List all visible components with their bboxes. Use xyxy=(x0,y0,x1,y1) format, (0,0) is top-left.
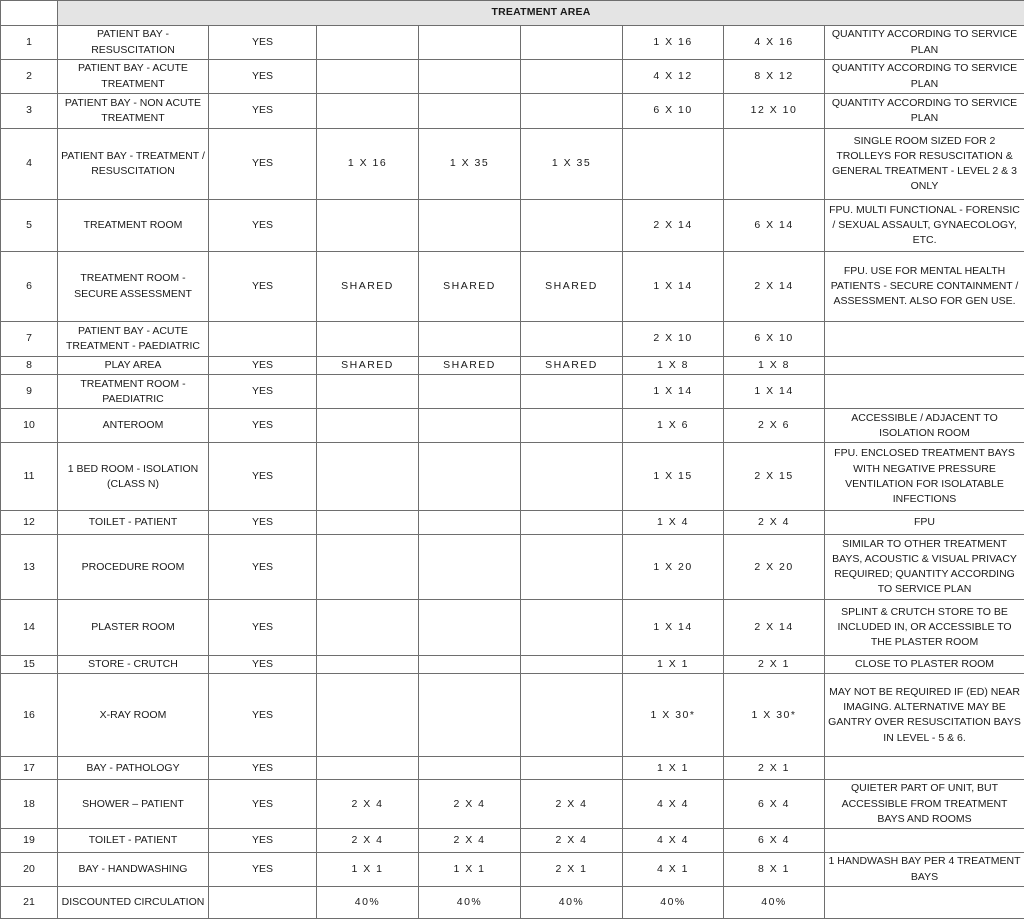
cell-no-row-15: 15 xyxy=(1,656,58,674)
table-header-row xyxy=(1,1,1024,26)
cell-no-row-7: 7 xyxy=(1,322,58,357)
header-title-treatment-area: TREATMENT AREA xyxy=(58,1,1024,26)
cell-l5-row-9: 1 X 14 xyxy=(724,375,825,409)
cell-l1-row-11 xyxy=(317,443,419,511)
cell-l3-row-12 xyxy=(521,511,623,535)
cell-room-row-8: PLAY AREA xyxy=(58,357,209,375)
cell-l2-row-4: 1 X 35 xyxy=(419,129,521,200)
cell-room-row-6: TREATMENT ROOM - SECURE ASSESSMENT xyxy=(58,252,209,322)
cell-yes-row-9: YES xyxy=(209,375,317,409)
table-row xyxy=(1,322,1024,357)
cell-l4-row-1: 1 X 16 xyxy=(623,26,724,60)
cell-notes-row-13: SIMILAR TO OTHER TREATMENT BAYS, ACOUSTIC & VISUAL PRIVACY REQUIRED; QUANTITY ACCORDING TO SERVICE PLAN xyxy=(825,535,1024,600)
cell-l3-row-1 xyxy=(521,26,623,60)
cell-yes-row-14: YES xyxy=(209,600,317,656)
cell-l2-row-2 xyxy=(419,60,521,94)
cell-l4-row-19: 4 X 4 xyxy=(623,829,724,853)
cell-l1-row-20: 1 X 1 xyxy=(317,853,419,887)
cell-l3-row-5 xyxy=(521,200,623,252)
table-row xyxy=(1,409,1024,443)
cell-notes-row-4: SINGLE ROOM SIZED FOR 2 TROLLEYS FOR RESUSCITATION & GENERAL TREATMENT - LEVEL 2 & 3 ONLY xyxy=(825,129,1024,200)
cell-no-row-12: 12 xyxy=(1,511,58,535)
cell-l4-row-7: 2 X 10 xyxy=(623,322,724,357)
cell-l1-row-13 xyxy=(317,535,419,600)
cell-room-row-17: BAY - PATHOLOGY xyxy=(58,757,209,780)
cell-no-row-13: 13 xyxy=(1,535,58,600)
cell-no-row-2: 2 xyxy=(1,60,58,94)
cell-l5-row-20: 8 X 1 xyxy=(724,853,825,887)
cell-room-row-15: STORE - CRUTCH xyxy=(58,656,209,674)
table-row xyxy=(1,252,1024,322)
cell-l5-row-4 xyxy=(724,129,825,200)
table-row xyxy=(1,375,1024,409)
table-row xyxy=(1,60,1024,94)
cell-yes-row-1: YES xyxy=(209,26,317,60)
cell-l3-row-11 xyxy=(521,443,623,511)
table-body xyxy=(1,1,1024,919)
cell-notes-row-20: 1 HANDWASH BAY PER 4 TREATMENT BAYS xyxy=(825,853,1024,887)
cell-l4-row-15: 1 X 1 xyxy=(623,656,724,674)
cell-l1-row-6: SHARED xyxy=(317,252,419,322)
cell-l3-row-4: 1 X 35 xyxy=(521,129,623,200)
cell-yes-row-8: YES xyxy=(209,357,317,375)
cell-l5-row-19: 6 X 4 xyxy=(724,829,825,853)
cell-l2-row-14 xyxy=(419,600,521,656)
cell-l3-row-13 xyxy=(521,535,623,600)
cell-l3-row-21: 40% xyxy=(521,887,623,919)
cell-l3-row-16 xyxy=(521,674,623,757)
cell-yes-row-5: YES xyxy=(209,200,317,252)
table-row xyxy=(1,129,1024,200)
cell-l5-row-2: 8 X 12 xyxy=(724,60,825,94)
cell-l1-row-18: 2 X 4 xyxy=(317,780,419,829)
cell-notes-row-10: ACCESSIBLE / ADJACENT TO ISOLATION ROOM xyxy=(825,409,1024,443)
cell-l4-row-5: 2 X 14 xyxy=(623,200,724,252)
cell-no-row-21: 21 xyxy=(1,887,58,919)
cell-l2-row-21: 40% xyxy=(419,887,521,919)
cell-l1-row-5 xyxy=(317,200,419,252)
cell-room-row-16: X-RAY ROOM xyxy=(58,674,209,757)
cell-l2-row-6: SHARED xyxy=(419,252,521,322)
cell-yes-row-19: YES xyxy=(209,829,317,853)
cell-l1-row-14 xyxy=(317,600,419,656)
cell-l5-row-21: 40% xyxy=(724,887,825,919)
cell-no-row-5: 5 xyxy=(1,200,58,252)
cell-no-row-4: 4 xyxy=(1,129,58,200)
cell-l1-row-9 xyxy=(317,375,419,409)
cell-yes-row-17: YES xyxy=(209,757,317,780)
cell-yes-row-16: YES xyxy=(209,674,317,757)
cell-no-row-11: 11 xyxy=(1,443,58,511)
cell-yes-row-11: YES xyxy=(209,443,317,511)
cell-l1-row-4: 1 X 16 xyxy=(317,129,419,200)
cell-l1-row-10 xyxy=(317,409,419,443)
cell-no-row-16: 16 xyxy=(1,674,58,757)
cell-l3-row-2 xyxy=(521,60,623,94)
cell-l4-row-13: 1 X 20 xyxy=(623,535,724,600)
cell-room-row-12: TOILET - PATIENT xyxy=(58,511,209,535)
cell-room-row-11: 1 BED ROOM - ISOLATION (CLASS N) xyxy=(58,443,209,511)
cell-no-row-8: 8 xyxy=(1,357,58,375)
cell-l2-row-8: SHARED xyxy=(419,357,521,375)
cell-l4-row-9: 1 X 14 xyxy=(623,375,724,409)
cell-notes-row-11: FPU. ENCLOSED TREATMENT BAYS WITH NEGATIVE PRESSURE VENTILATION FOR ISOLATABLE INFECTIONS xyxy=(825,443,1024,511)
cell-no-row-1: 1 xyxy=(1,26,58,60)
cell-l2-row-9 xyxy=(419,375,521,409)
cell-l2-row-17 xyxy=(419,757,521,780)
table-row xyxy=(1,757,1024,780)
cell-l5-row-14: 2 X 14 xyxy=(724,600,825,656)
cell-l2-row-13 xyxy=(419,535,521,600)
cell-no-row-20: 20 xyxy=(1,853,58,887)
cell-l1-row-15 xyxy=(317,656,419,674)
cell-room-row-13: PROCEDURE ROOM xyxy=(58,535,209,600)
cell-room-row-1: PATIENT BAY - RESUSCITATION xyxy=(58,26,209,60)
table-row xyxy=(1,674,1024,757)
cell-yes-row-4: YES xyxy=(209,129,317,200)
cell-l4-row-8: 1 X 8 xyxy=(623,357,724,375)
table-row xyxy=(1,94,1024,129)
table-row xyxy=(1,357,1024,375)
cell-l4-row-6: 1 X 14 xyxy=(623,252,724,322)
cell-no-row-17: 17 xyxy=(1,757,58,780)
cell-l5-row-11: 2 X 15 xyxy=(724,443,825,511)
cell-l4-row-21: 40% xyxy=(623,887,724,919)
table-row xyxy=(1,26,1024,60)
cell-l4-row-2: 4 X 12 xyxy=(623,60,724,94)
cell-l4-row-20: 4 X 1 xyxy=(623,853,724,887)
cell-room-row-10: ANTEROOM xyxy=(58,409,209,443)
cell-l2-row-3 xyxy=(419,94,521,129)
table-row xyxy=(1,780,1024,829)
cell-room-row-19: TOILET - PATIENT xyxy=(58,829,209,853)
cell-l3-row-3 xyxy=(521,94,623,129)
cell-yes-row-7 xyxy=(209,322,317,357)
cell-l5-row-8: 1 X 8 xyxy=(724,357,825,375)
cell-yes-row-10: YES xyxy=(209,409,317,443)
cell-notes-row-14: SPLINT & CRUTCH STORE TO BE INCLUDED IN, OR ACCESSIBLE TO THE PLASTER ROOM xyxy=(825,600,1024,656)
cell-no-row-14: 14 xyxy=(1,600,58,656)
cell-l1-row-21: 40% xyxy=(317,887,419,919)
cell-l5-row-6: 2 X 14 xyxy=(724,252,825,322)
cell-l1-row-16 xyxy=(317,674,419,757)
cell-no-row-6: 6 xyxy=(1,252,58,322)
table-row xyxy=(1,535,1024,600)
cell-l1-row-3 xyxy=(317,94,419,129)
cell-l3-row-7 xyxy=(521,322,623,357)
cell-l3-row-14 xyxy=(521,600,623,656)
cell-l3-row-15 xyxy=(521,656,623,674)
cell-no-row-3: 3 xyxy=(1,94,58,129)
cell-l3-row-18: 2 X 4 xyxy=(521,780,623,829)
cell-yes-row-20: YES xyxy=(209,853,317,887)
cell-l2-row-7 xyxy=(419,322,521,357)
cell-no-row-19: 19 xyxy=(1,829,58,853)
cell-yes-row-6: YES xyxy=(209,252,317,322)
cell-l2-row-18: 2 X 4 xyxy=(419,780,521,829)
header-blank-cell xyxy=(1,1,58,26)
cell-l4-row-14: 1 X 14 xyxy=(623,600,724,656)
cell-notes-row-6: FPU. USE FOR MENTAL HEALTH PATIENTS - SECURE CONTAINMENT / ASSESSMENT. ALSO FOR GEN USE. xyxy=(825,252,1024,322)
cell-l4-row-10: 1 X 6 xyxy=(623,409,724,443)
cell-l2-row-11 xyxy=(419,443,521,511)
cell-l5-row-17: 2 X 1 xyxy=(724,757,825,780)
cell-l4-row-11: 1 X 15 xyxy=(623,443,724,511)
cell-room-row-9: TREATMENT ROOM - PAEDIATRIC xyxy=(58,375,209,409)
cell-notes-row-18: QUIETER PART OF UNIT, BUT ACCESSIBLE FROM TREATMENT BAYS AND ROOMS xyxy=(825,780,1024,829)
cell-l5-row-16: 1 X 30* xyxy=(724,674,825,757)
cell-notes-row-19 xyxy=(825,829,1024,853)
cell-l1-row-1 xyxy=(317,26,419,60)
cell-l1-row-19: 2 X 4 xyxy=(317,829,419,853)
table-row xyxy=(1,853,1024,887)
table-row xyxy=(1,600,1024,656)
cell-l1-row-12 xyxy=(317,511,419,535)
cell-l5-row-10: 2 X 6 xyxy=(724,409,825,443)
cell-l1-row-17 xyxy=(317,757,419,780)
cell-l3-row-9 xyxy=(521,375,623,409)
cell-l5-row-7: 6 X 10 xyxy=(724,322,825,357)
cell-notes-row-7 xyxy=(825,322,1024,357)
cell-room-row-5: TREATMENT ROOM xyxy=(58,200,209,252)
cell-l5-row-1: 4 X 16 xyxy=(724,26,825,60)
cell-l4-row-17: 1 X 1 xyxy=(623,757,724,780)
cell-l5-row-15: 2 X 1 xyxy=(724,656,825,674)
cell-notes-row-16: MAY NOT BE REQUIRED IF (ED) NEAR IMAGING. ALTERNATIVE MAY BE GANTRY OVER RESUSCITATION BAYS IN LEVEL - 5 & 6. xyxy=(825,674,1024,757)
cell-yes-row-15: YES xyxy=(209,656,317,674)
cell-l4-row-12: 1 X 4 xyxy=(623,511,724,535)
cell-yes-row-12: YES xyxy=(209,511,317,535)
cell-room-row-14: PLASTER ROOM xyxy=(58,600,209,656)
cell-no-row-18: 18 xyxy=(1,780,58,829)
table-row xyxy=(1,443,1024,511)
cell-l2-row-5 xyxy=(419,200,521,252)
cell-room-row-20: BAY - HANDWASHING xyxy=(58,853,209,887)
cell-notes-row-17 xyxy=(825,757,1024,780)
cell-l2-row-20: 1 X 1 xyxy=(419,853,521,887)
cell-l2-row-16 xyxy=(419,674,521,757)
cell-l4-row-16: 1 X 30* xyxy=(623,674,724,757)
cell-notes-row-3: QUANTITY ACCORDING TO SERVICE PLAN xyxy=(825,94,1024,129)
table-row xyxy=(1,829,1024,853)
cell-notes-row-9 xyxy=(825,375,1024,409)
cell-notes-row-8 xyxy=(825,357,1024,375)
cell-l3-row-19: 2 X 4 xyxy=(521,829,623,853)
cell-l4-row-4 xyxy=(623,129,724,200)
cell-no-row-10: 10 xyxy=(1,409,58,443)
cell-l2-row-1 xyxy=(419,26,521,60)
cell-l1-row-7 xyxy=(317,322,419,357)
cell-l3-row-10 xyxy=(521,409,623,443)
cell-room-row-2: PATIENT BAY - ACUTE TREATMENT xyxy=(58,60,209,94)
cell-l2-row-19: 2 X 4 xyxy=(419,829,521,853)
cell-l3-row-20: 2 X 1 xyxy=(521,853,623,887)
table-row xyxy=(1,200,1024,252)
cell-l1-row-8: SHARED xyxy=(317,357,419,375)
cell-room-row-21: DISCOUNTED CIRCULATION xyxy=(58,887,209,919)
table-row xyxy=(1,511,1024,535)
cell-yes-row-13: YES xyxy=(209,535,317,600)
cell-l5-row-5: 6 X 14 xyxy=(724,200,825,252)
cell-l5-row-3: 12 X 10 xyxy=(724,94,825,129)
cell-l2-row-12 xyxy=(419,511,521,535)
cell-l5-row-13: 2 X 20 xyxy=(724,535,825,600)
cell-yes-row-18: YES xyxy=(209,780,317,829)
cell-room-row-18: SHOWER – PATIENT xyxy=(58,780,209,829)
cell-l3-row-8: SHARED xyxy=(521,357,623,375)
cell-l2-row-15 xyxy=(419,656,521,674)
cell-room-row-7: PATIENT BAY - ACUTE TREATMENT - PAEDIATRIC xyxy=(58,322,209,357)
cell-l1-row-2 xyxy=(317,60,419,94)
cell-room-row-4: PATIENT BAY - TREATMENT / RESUSCITATION xyxy=(58,129,209,200)
cell-room-row-3: PATIENT BAY - NON ACUTE TREATMENT xyxy=(58,94,209,129)
cell-yes-row-3: YES xyxy=(209,94,317,129)
cell-l3-row-17 xyxy=(521,757,623,780)
cell-notes-row-1: QUANTITY ACCORDING TO SERVICE PLAN xyxy=(825,26,1024,60)
cell-l2-row-10 xyxy=(419,409,521,443)
cell-l5-row-12: 2 X 4 xyxy=(724,511,825,535)
cell-no-row-9: 9 xyxy=(1,375,58,409)
cell-l5-row-18: 6 X 4 xyxy=(724,780,825,829)
cell-yes-row-2: YES xyxy=(209,60,317,94)
table-row xyxy=(1,656,1024,674)
cell-l4-row-3: 6 X 10 xyxy=(623,94,724,129)
cell-l3-row-6: SHARED xyxy=(521,252,623,322)
cell-notes-row-5: FPU. MULTI FUNCTIONAL - FORENSIC / SEXUAL ASSAULT, GYNAECOLOGY, ETC. xyxy=(825,200,1024,252)
cell-l4-row-18: 4 X 4 xyxy=(623,780,724,829)
cell-notes-row-15: CLOSE TO PLASTER ROOM xyxy=(825,656,1024,674)
cell-notes-row-12: FPU xyxy=(825,511,1024,535)
cell-notes-row-2: QUANTITY ACCORDING TO SERVICE PLAN xyxy=(825,60,1024,94)
